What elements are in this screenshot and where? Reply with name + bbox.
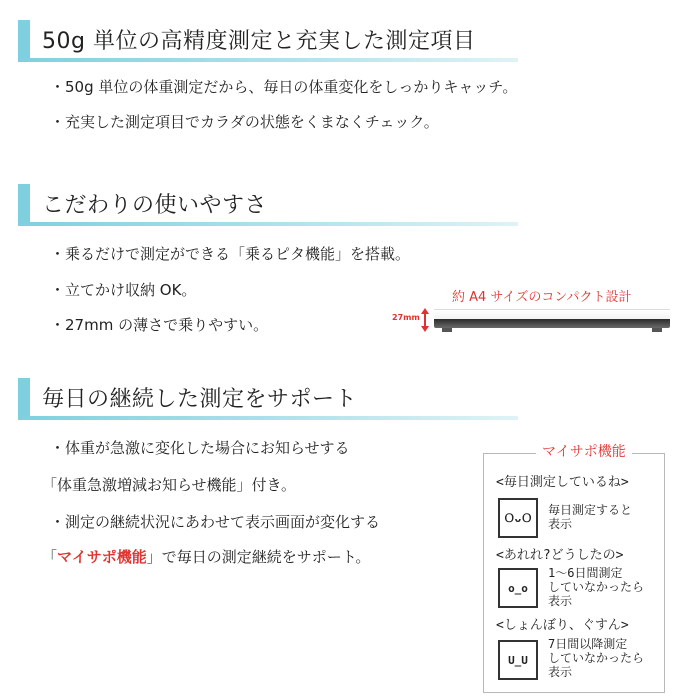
heading-underline [18, 416, 518, 420]
section-heading-support [18, 378, 518, 416]
section-heading-usability [18, 184, 518, 222]
state-heading: <毎日測定しているね> [496, 475, 629, 490]
feature-line-mysupport [42, 546, 370, 567]
face-glyph: o_o [508, 581, 528, 595]
feature-line: ・体重が急激に変化した場合にお知らせする [50, 439, 350, 457]
face-glyph: ＯᴗＯ [503, 512, 533, 525]
scale-foot [442, 328, 452, 332]
thickness-arrow-icon [419, 306, 431, 334]
product-caption: 約 A4 サイズのコンパクト設計 [452, 290, 632, 305]
state-heading: <しょんぼり、ぐすん> [496, 618, 629, 633]
feature-line: ・27mm の薄さで乗りやすい。 [50, 316, 269, 334]
feature-line: ・充実した測定項目でカラダの状態をくまなくチェック。 [50, 113, 439, 131]
feature-line: ・乗るだけで測定ができる「乗るピタ機能」を搭載。 [50, 245, 411, 263]
bracket-open: 「 [42, 548, 58, 566]
desc-line: 表示 [548, 517, 573, 531]
desc-line: していなかったら [548, 651, 645, 665]
heading-accent-bar [18, 20, 30, 58]
sad-face-icon [498, 640, 538, 680]
desc-line: 7日間以降測定 [548, 637, 628, 651]
heading-accent-bar [18, 378, 30, 416]
desc-line: していなかったら [548, 580, 645, 594]
feature-line: ・立てかけ収納 OK。 [50, 281, 197, 299]
thickness-label: 27mm [392, 313, 420, 322]
scale-body [434, 319, 670, 328]
desc-line: 表示 [548, 665, 573, 679]
section-heading-precision [18, 20, 518, 58]
desc-line: 1〜6日間測定 [548, 566, 623, 580]
feature-line: ・測定の継続状況にあわせて表示画面が変化する [50, 513, 381, 531]
face-glyph: U_U [508, 653, 528, 667]
happy-face-icon [498, 498, 538, 538]
state-description [548, 566, 644, 608]
heading-underline [18, 222, 518, 226]
mysupport-panel-title: マイサポ機能 [536, 441, 632, 461]
scale-foot [652, 328, 662, 332]
heading-accent-bar [18, 184, 30, 222]
feature-line: 「体重急激増減お知らせ機能」付き。 [42, 476, 296, 494]
state-description [548, 637, 644, 679]
line-rest: 」で毎日の測定継続をサポート。 [146, 548, 371, 566]
heading-underline [18, 58, 518, 62]
mysupport-highlight: マイサポ機能 [57, 548, 147, 566]
section-title: こだわりの使いやすさ [42, 192, 268, 218]
desc-line: 表示 [548, 594, 573, 608]
section-title: 毎日の継続した測定をサポート [42, 386, 358, 412]
desc-line: 毎日測定すると [548, 503, 633, 517]
state-heading: <あれれ?どうしたの> [496, 548, 624, 563]
state-description [548, 503, 632, 531]
puzzled-face-icon [498, 568, 538, 608]
feature-line: ・50g 単位の体重測定だから、毎日の体重変化をしっかりキャッチ。 [50, 78, 518, 96]
section-title: 50g 単位の高精度測定と充実した測定項目 [42, 28, 476, 54]
